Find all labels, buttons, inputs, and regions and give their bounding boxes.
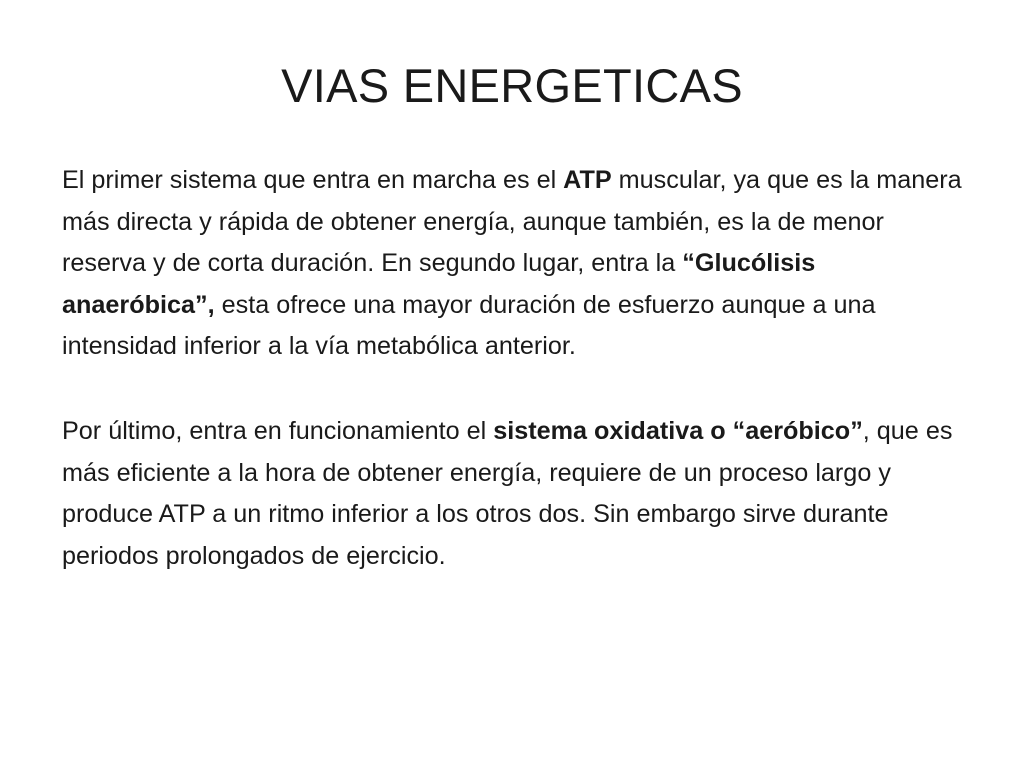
slide-title: VIAS ENERGETICAS	[281, 59, 743, 112]
atp-term: ATP	[563, 166, 612, 194]
sistema-oxidativo-term: sistema oxidativa o “aeróbico”	[493, 416, 863, 445]
paragraph-atp-text-2: muscular, ya que es la manera más directa y rápida de obtener energía, aunque también, es la de menor reserva y de corta duración. En segundo lugar, entra la	[62, 166, 962, 278]
paragraph-oxidativo	[62, 411, 962, 577]
glucolisis-term: “Glucólisis anaeróbica”,	[62, 249, 816, 319]
paragraph-atp-text-1: El primer sistema que entra en marcha es el	[62, 166, 564, 194]
paragraph-atp-text-3: esta ofrece una mayor duración de esfuerzo aunque a una intensidad inferior a la vía metabólica anterior.	[62, 290, 876, 361]
paragraph-atp	[62, 160, 962, 368]
paragraph-oxidativo-text-2: , que es más eficiente a la hora de obtener energía, requiere de un proceso largo y produce ATP a un ritmo inferior a los otros dos. Sin embargo sirve durante periodos prolongados de ejercicio.	[62, 416, 953, 570]
slide-body	[62, 160, 962, 577]
paragraph-oxidativo-text-1: Por último, entra en funcionamiento el	[62, 416, 494, 445]
